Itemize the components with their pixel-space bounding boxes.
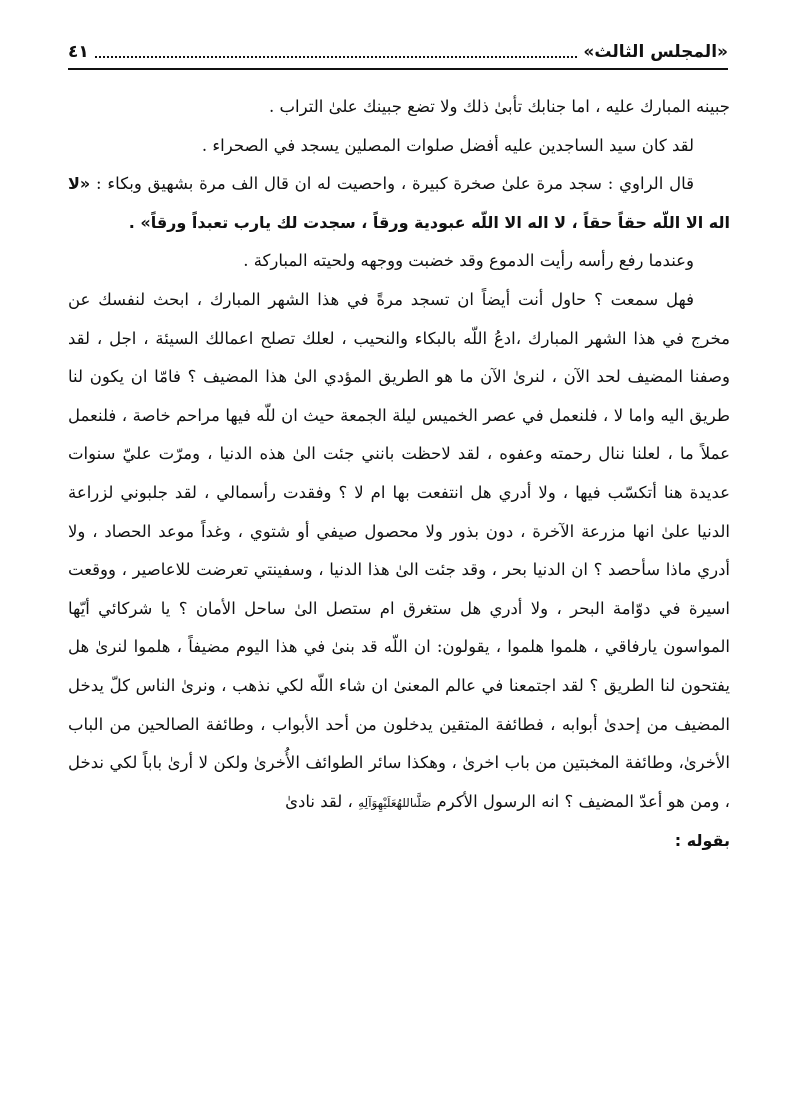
chapter-title: «المجلس الثالث» (583, 42, 728, 62)
paragraph-4: وعندما رفع رأسه رأيت الدموع وقد خضبت ووجهه ولحيته المباركة . (243, 251, 694, 271)
paragraph-6: بقوله : (674, 831, 730, 851)
paragraph-5-text: فهل سمعت ؟ حاول أنت أيضاً ان تسجد مرةً في هذا الشهر المبارك ، ابحث لنفسك عن مخرج في هذا الشهر المبارك ،ادعُ اللّه بالبكاء والنحيب ، لعلك تصلح اعمالك السيئة ، اجل ، لقد وصفنا المضيف لحد الآن ، لنرىٰ الآن ما هو الطريق المؤدي الىٰ هذا المضيف ؟ فامّا ان يكون لنا طريق اليه واما لا ، فلنعمل في عصر الخميس ليلة الجمعة حيث ان للّه فيها مراحم خاصة ، فلنعمل عملاً ما ، لعلنا ننال رحمته وعفوه ، لقد لاحظت بانني جئت الىٰ هذه الدنيا ، ومرّت عليّ سنوات عديدة هنا أتكسّب فيها ، ولا أدري هل انتفعت بها ام لا ؟ وفقدت رأسمالي ، لقد جلبوني لزراعة الدنيا علىٰ انها مزرعة الآخرة ، دون بذور ولا محصول صيفي أو شتوي ، وغداً موعد الحصاد ، ولا أدري ماذا سأحصد ؟ ان الدنيا بحر ، وقد جئت الىٰ هذا الدنيا ، وسفينتي تعرضت للاعاصير ، ووقعت اسيرة في دوّامة البحر ، ولا أدري هل ستغرق ام ستصل الىٰ ساحل الأمان ؟ يا شركائي أيّها المواسون يارفاقي ، هلموا هلموا ، يقولون: ان اللّه قد بنىٰ في هذا اليوم مضيفاً ، هلموا لنرىٰ هل يفتحون لنا الطريق ؟ لقد اجتمعنا في عالم المعنىٰ ان شاء اللّه لكي نذهب ، ونرىٰ الناس كلّ يدخل المضيف من إحدىٰ أبوابه ، فطائفة المتقين يدخلون من أحد الأبواب ، وطائفة الصالحين من الباب الأخرىٰ، وطائفة المخبتين من باب اخرىٰ ، وهكذا سائر الطوائف الأُخرىٰ ولكن لا أرىٰ باباً لكي ندخل ، ومن هو أعدّ المضيف ؟ انه الرسول الأكرم (68, 289, 730, 811)
paragraph-5 (68, 281, 730, 822)
paragraph-3 (68, 165, 730, 242)
page-number: ٤١ (68, 42, 89, 62)
running-header (68, 28, 728, 70)
body-text (68, 88, 730, 861)
header-dot-leader (95, 55, 578, 58)
quoted-supplication: «لا اله الا اللّه حقاً حقاً ، لا اله الا اللّه عبودية ورقاً ، سجدت لك يارب تعبداً ورقاً» . (68, 174, 730, 232)
paragraph-1: جبينه المبارك عليه ، اما جنابك تأبىٰ ذلك ولا تضع جبينك علىٰ التراب . (269, 97, 730, 116)
paragraph-2: لقد كان سيد الساجدين عليه أفضل صلوات المصلين يسجد في الصحراء . (201, 135, 694, 155)
paragraph-5-end: ، لقد نادىٰ (285, 791, 359, 811)
salawat-symbol: صَلَّىاللهُعَلَيْهِوَآلِهِ (358, 795, 432, 810)
paragraph-3-text: قال الراوي : سجد مرة علىٰ صخرة كبيرة ، واحصيت له ان قال الف مرة بشهيق وبكاء : (90, 174, 694, 194)
